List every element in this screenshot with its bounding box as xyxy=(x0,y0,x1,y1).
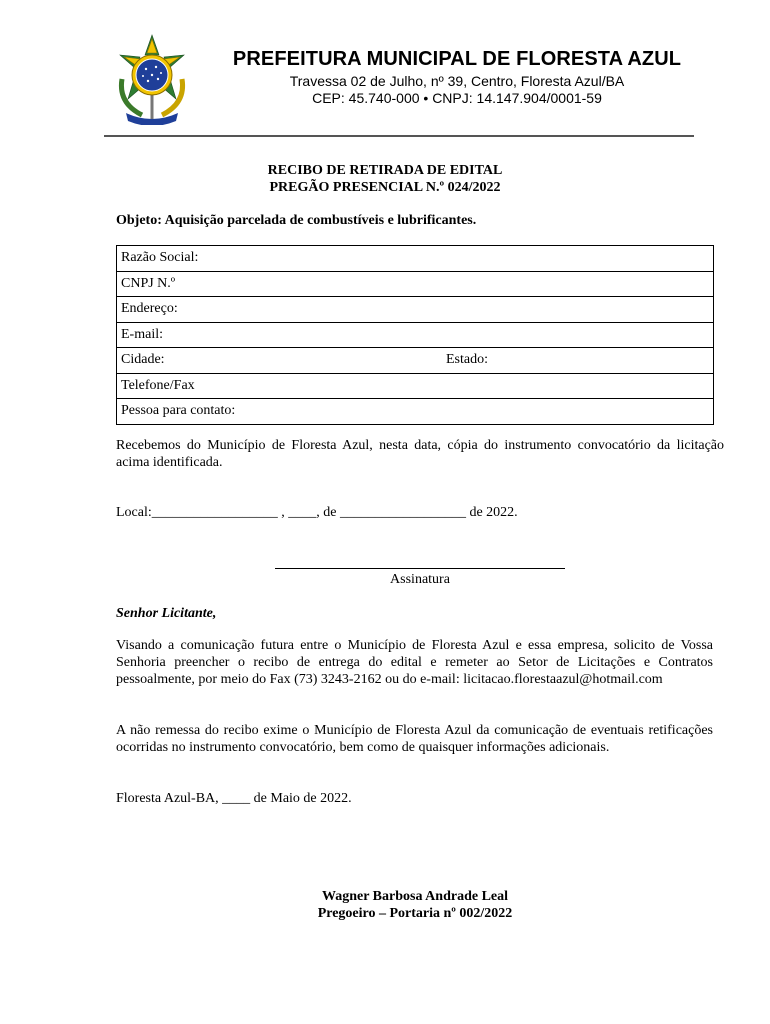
email-label: E-mail: xyxy=(121,326,163,342)
document-subtitle: PREGÃO PRESENCIAL N.º 024/2022 xyxy=(269,180,501,195)
salutation: Senhor Licitante, xyxy=(116,606,217,621)
coat-of-arms-icon xyxy=(112,33,192,125)
form-row-contato[interactable] xyxy=(117,399,713,424)
signature-label: Assinatura xyxy=(390,572,450,587)
endereco-label: Endereço: xyxy=(121,301,178,316)
signer-name: Wagner Barbosa Andrade Leal xyxy=(321,889,509,904)
estado-label: Estado: xyxy=(446,352,488,367)
signer-role: Pregoeiro – Portaria nº 002/2022 xyxy=(317,906,513,921)
telefone-label: Telefone/Fax xyxy=(121,377,195,393)
municipality-title: PREFEITURA MUNICIPAL DE FLORESTA AZUL xyxy=(232,48,682,70)
disclaimer-paragraph: A não remessa do recibo exime o Município de Floresta Azul da comunicação de eventuais retificações ocorridas no instrumento convocatório, bem como de quaisquer informações adicionais. xyxy=(116,723,713,755)
municipality-address: Travessa 02 de Julho, nº 39, Centro, Floresta Azul/BA xyxy=(289,73,625,89)
company-form-table xyxy=(116,245,714,425)
form-row-telefone[interactable] xyxy=(117,374,713,400)
cidade-label: Cidade: xyxy=(121,352,165,367)
instruction-paragraph: Visando a comunicação futura entre o Município de Floresta Azul e essa empresa, solicito de Vossa Senhoria preencher o recibo de entrega do edital e remeter ao Setor de Licitações e Contratos pessoalmente, por meio do Fax (73) 3243-2162 ou do e-mail: licitacao.florestaazul@hotmail.com xyxy=(116,638,713,687)
contato-label: Pessoa para contato: xyxy=(121,403,236,418)
form-row-cnpj[interactable] xyxy=(117,272,713,298)
form-row-email[interactable] xyxy=(117,323,713,349)
form-row-cidade-estado[interactable] xyxy=(117,348,713,374)
cnpj-label: CNPJ N.º xyxy=(121,275,176,291)
signature-line xyxy=(275,568,565,569)
document-title: RECIBO DE RETIRADA DE EDITAL xyxy=(267,163,503,178)
objeto-line: Objeto: Aquisição parcelada de combustíveis e lubrificantes. xyxy=(116,213,477,228)
local-date-line: Local:__________________ , ____, de __________________ de 2022. xyxy=(116,505,518,520)
form-row-endereco[interactable] xyxy=(117,297,713,323)
razao-social-label: Razão Social: xyxy=(121,250,199,265)
place-date-line: Floresta Azul-BA, ____ de Maio de 2022. xyxy=(116,791,352,806)
form-row-razao-social[interactable] xyxy=(117,246,713,272)
header-divider xyxy=(104,135,694,137)
municipality-cep-cnpj: CEP: 45.740-000 • CNPJ: 14.147.904/0001-59 xyxy=(312,90,602,106)
declaration-paragraph: Recebemos do Município de Floresta Azul, nesta data, cópia do instrumento convocatório da licitação acima identificada. xyxy=(116,438,724,470)
